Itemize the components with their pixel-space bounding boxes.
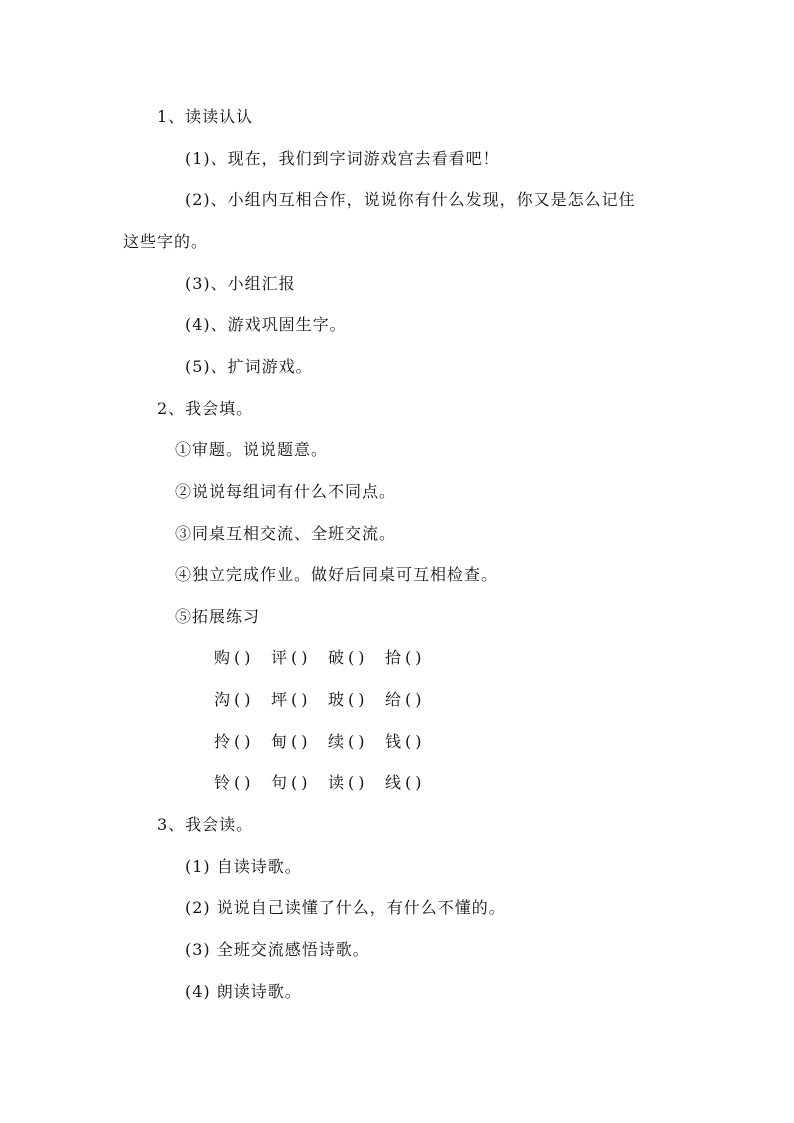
exercise-char: 玻 [328, 690, 345, 709]
blank-bracket[interactable]: () [291, 648, 312, 667]
section-1-item: (4)、游戏巩固生字。 [185, 315, 347, 334]
exercise-row [214, 689, 442, 711]
blank-bracket[interactable]: () [405, 773, 426, 792]
exercise-char: 线 [385, 773, 402, 792]
section-3-item: (1) 自读诗歌。 [185, 857, 302, 876]
section-1-item: (1)、现在，我们到字词游戏宫去看看吧！ [185, 149, 500, 168]
exercise-char: 读 [328, 773, 345, 792]
exercise-char: 铃 [214, 773, 231, 792]
exercise-char: 拎 [214, 732, 231, 751]
exercise-char: 沟 [214, 690, 231, 709]
blank-bracket[interactable]: () [291, 732, 312, 751]
blank-bracket[interactable]: () [348, 690, 369, 709]
exercise-char: 坪 [271, 690, 288, 709]
blank-bracket[interactable]: () [234, 773, 255, 792]
section-2-item: ③同桌互相交流、全班交流。 [175, 524, 397, 543]
section-3-item: (2) 说说自己读懂了什么，有什么不懂的。 [185, 898, 506, 917]
blank-bracket[interactable]: () [291, 690, 312, 709]
exercise-char: 评 [271, 648, 288, 667]
exercise-char: 破 [328, 648, 345, 667]
blank-bracket[interactable]: () [405, 732, 426, 751]
exercise-row [214, 731, 442, 753]
section-2-item: ①审题。说说题意。 [175, 440, 329, 459]
exercise-char: 甸 [271, 732, 288, 751]
exercise-char: 句 [271, 773, 288, 792]
section-2-item: ⑤拓展练习 [175, 607, 261, 626]
exercise-char: 续 [328, 732, 345, 751]
exercise-char: 给 [385, 690, 402, 709]
exercise-char: 钱 [385, 732, 402, 751]
blank-bracket[interactable]: () [234, 690, 255, 709]
exercise-char: 拾 [385, 648, 402, 667]
blank-bracket[interactable]: () [348, 732, 369, 751]
blank-bracket[interactable]: () [405, 648, 426, 667]
exercise-row [214, 772, 442, 794]
blank-bracket[interactable]: () [405, 690, 426, 709]
section-1-title: 1、读读认认 [157, 107, 254, 126]
blank-bracket[interactable]: () [348, 648, 369, 667]
section-1-item-continuation: 这些字的。 [123, 232, 209, 251]
exercise-char: 购 [214, 648, 231, 667]
section-3-item: (4) 朗读诗歌。 [185, 982, 302, 1001]
section-2-item: ④独立完成作业。做好后同桌可互相检查。 [175, 565, 499, 584]
section-1-item: (2)、小组内互相合作，说说你有什么发现，你又是怎么记住 [185, 190, 636, 209]
blank-bracket[interactable]: () [234, 648, 255, 667]
blank-bracket[interactable]: () [348, 773, 369, 792]
blank-bracket[interactable]: () [234, 732, 255, 751]
section-2-item: ②说说每组词有什么不同点。 [175, 482, 397, 501]
blank-bracket[interactable]: () [291, 773, 312, 792]
section-3-title: 3、我会读。 [157, 815, 254, 834]
section-3-item: (3) 全班交流感悟诗歌。 [185, 940, 370, 959]
section-2-title: 2、我会填。 [157, 399, 254, 418]
exercise-row [214, 647, 442, 669]
section-1-item: (5)、扩词游戏。 [185, 357, 313, 376]
section-1-item: (3)、小组汇报 [185, 274, 296, 293]
